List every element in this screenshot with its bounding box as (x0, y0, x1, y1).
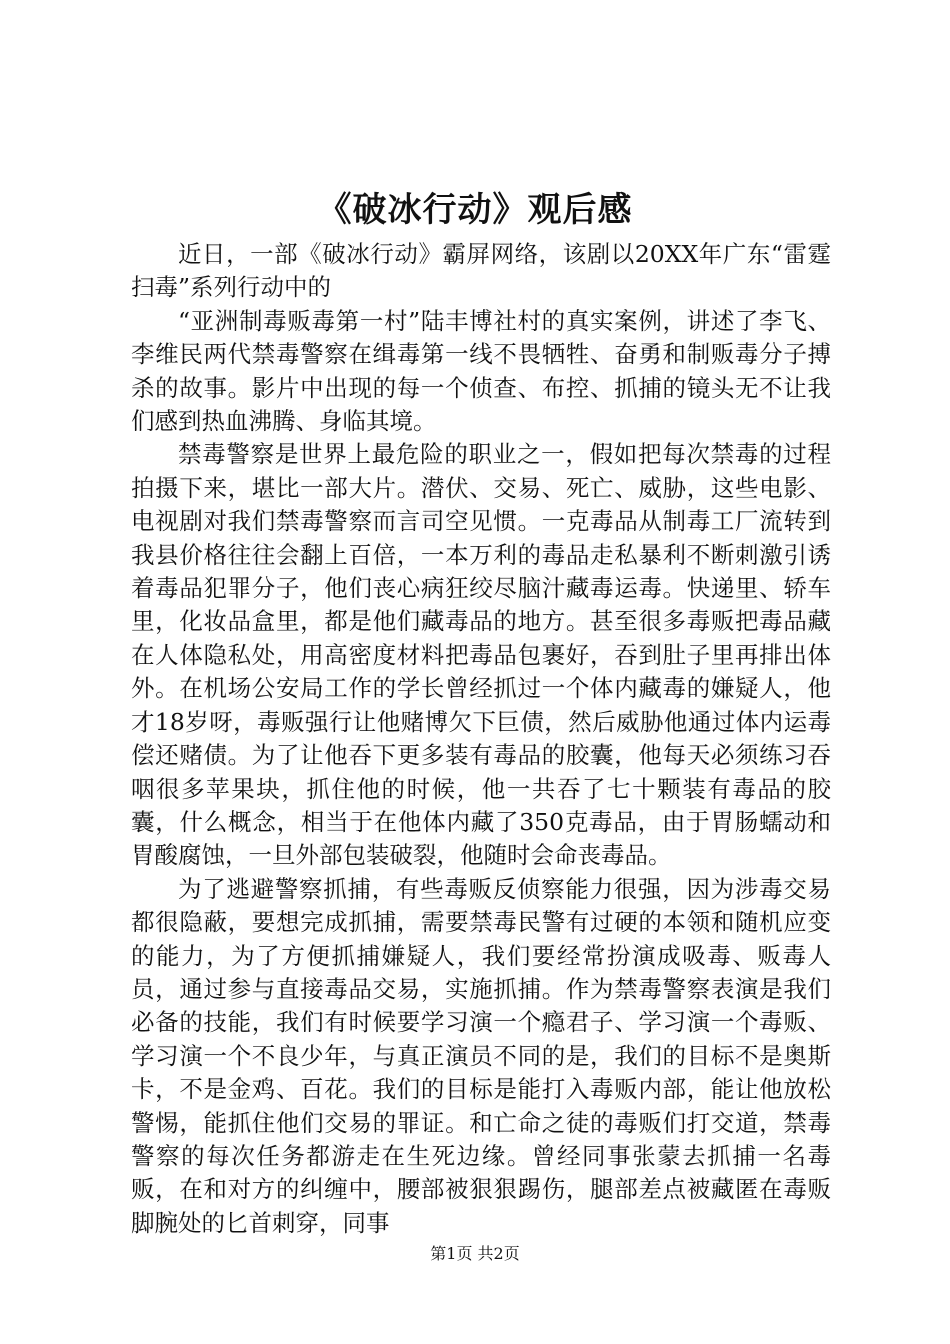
document-title: 《破冰行动》观后感 (317, 190, 633, 230)
page-number-footer: 第1页 共2页 (430, 1244, 520, 1263)
paragraph-3: 禁毒警察是世界上最危险的职业之一，假如把每次禁毒的过程拍摄下来，堪比一部大片。潜伏、交易、死亡、威胁，这些电影、电视剧对我们禁毒警察而言司空见惯。一克毒品从制毒工厂流转到我县价格往往会翻上百倍，一本万利的毒品走私暴利不断刺激引诱着毒品犯罪分子，他们丧心病狂绞尽脑汁藏毒运毒。快递里、轿车里，化妆品盒里，都是他们藏毒品的地方。甚至很多毒贩把毒品藏在人体隐私处，用高密度材料把毒品包裹好，吞到肚子里再排出体外。在机场公安局工作的学长曾经抓过一个体内藏毒的嫌疑人，他才18岁呀，毒贩强行让他赌博欠下巨债，然后威胁他通过体内运毒偿还赌债。为了让他吞下更多装有毒品的胶囊，他每天必须练习吞咽很多苹果块，抓住他的时候，他一共吞了七十颗装有毒品的胶囊，什么概念，相当于在他体内藏了350克毒品，由于胃肠蠕动和胃酸腐蚀，一旦外部包装破裂，他随时会命丧毒品。 (131, 440, 831, 870)
document-body (131, 238, 831, 1240)
paragraph-4: 为了逃避警察抓捕，有些毒贩反侦察能力很强，因为涉毒交易都很隐蔽，要想完成抓捕，需要禁毒民警有过硬的本领和随机应变的能力，为了方便抓捕嫌疑人，我们要经常扮演成吸毒、贩毒人员，通过参与直接毒品交易，实施抓捕。作为禁毒警察表演是我们必备的技能，我们有时候要学习演一个瘾君子、学习演一个毒贩、学习演一个不良少年，与真正演员不同的是，我们的目标不是奥斯卡，不是金鸡、百花。我们的目标是能打入毒贩内部，能让他放松警惕，能抓住他们交易的罪证。和亡命之徒的毒贩们打交道，禁毒警察的每次任务都游走在生死边缘。曾经同事张蒙去抓捕一名毒贩，在和对方的纠缠中，腰部被狠狠踢伤，腿部差点被藏匿在毒贩脚腕处的匕首刺穿，同事 (131, 874, 831, 1237)
paragraph-1: 近日，一部《破冰行动》霸屏网络，该剧以20XX年广东“雷霆扫毒”系列行动中的 (131, 240, 831, 302)
paragraph-2: “亚洲制毒贩毒第一村”陆丰博社村的真实案例，讲述了李飞、李维民两代禁毒警察在缉毒第一线不畏牺牲、奋勇和制贩毒分子搏杀的故事。影片中出现的每一个侦查、布控、抓捕的镜头无不让我们感到热血沸腾、身临其境。 (131, 306, 831, 436)
